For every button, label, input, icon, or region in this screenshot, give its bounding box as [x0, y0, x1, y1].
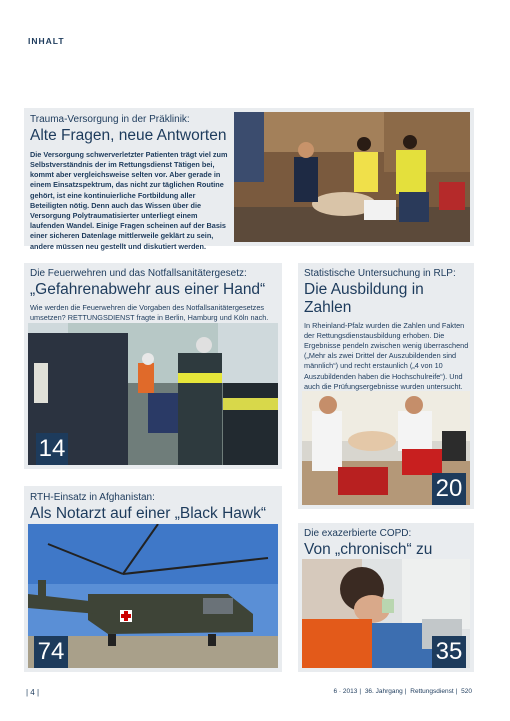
article-headline[interactable]: Als Notarzt auf einer „Black Hawk“ [30, 505, 267, 522]
article-headline[interactable]: Die Ausbildung in Zahlen [304, 281, 424, 316]
article-kicker: Statistische Untersuchung in RLP: [304, 268, 456, 279]
article-card-trauma[interactable] [24, 108, 474, 251]
article-card-feuerwehr[interactable] [24, 263, 282, 469]
article-teaser: Wie werden die Feuerwehren die Vorgaben des Notfallsanitätergesetzes umsetzen? RETTUNGSDIENST fragte in Berlin, Hamburg und Köln nach. [30, 302, 269, 323]
article-headline[interactable]: Von „chronisch“ zu [304, 541, 433, 558]
article-kicker: Die exazerbierte COPD: [304, 528, 412, 539]
footer-page-number: 520 [461, 688, 472, 695]
footer-info: 6 · 2013 | 36. Jahrgang | Rettungsdienst | 520 [333, 688, 472, 695]
article-kicker: RTH-Einsatz in Afghanistan: [30, 492, 155, 503]
article-kicker: Trauma-Versorgung in der Präklinik: [30, 114, 190, 125]
article-headline[interactable]: „Gefahrenabwehr aus einer Hand“ [30, 281, 266, 298]
article-card-copd[interactable] [298, 523, 474, 672]
article-kicker: Die Feuerwehren und das Notfallsanitätergesetz: [30, 268, 247, 279]
page-number-left: | 4 | [26, 688, 40, 697]
article-headline[interactable]: Alte Fragen, neue Antworten [30, 127, 227, 144]
footer-issue: 6 · 2013 [333, 688, 358, 695]
article-card-black-hawk[interactable] [24, 486, 282, 672]
page-number-badge[interactable]: 14 [36, 433, 68, 465]
page-number-badge[interactable]: 74 [34, 636, 68, 668]
footer-magazine: Rettungsdienst [410, 688, 454, 695]
page-number-badge[interactable]: 20 [432, 473, 466, 505]
page-number-badge[interactable]: 35 [432, 636, 466, 668]
article-card-ausbildung[interactable] [298, 263, 474, 509]
footer-volume: 36. Jahrgang [364, 688, 403, 695]
article-teaser: Die Versorgung schwerverletzter Patienten trägt viel zum Selbstverständnis der im Rettungsdienst Tätigen bei, kommt aber vergleichsweise selten vor. Aber gerade in einem Einsatzspektrum, das nicht zur täglichen Routine gehört, ist eine kontinuierliche Fortbildung aller Beteiligten nötig. Denn auch das Wissen über die Versorgung Polytraumatisierter unterliegt einem laufenden Wandel. Einige Fragen scheinen auf der Basis einer sicheren Datenlage mittlerweile geklärt zu sein, andere müssen neu gestellt und diskutiert werden. [30, 149, 228, 251]
trauma-scene-photo [234, 112, 470, 242]
article-teaser: In Rheinland-Pfalz wurden die Zahlen und Fakten der Rettungsdienstausbildung erhoben. Die Ergebnisse pendeln zwischen wenig überraschend („Mehr als zwei Drittel der Auszubildenden sind männlich“) und recht erstaunlich („4 von 10 Auszubildenden haben die Hochschulreife“). Und auch die Prüfungsergebnisse wurden untersucht. [304, 320, 469, 391]
section-label: INHALT [28, 36, 65, 46]
